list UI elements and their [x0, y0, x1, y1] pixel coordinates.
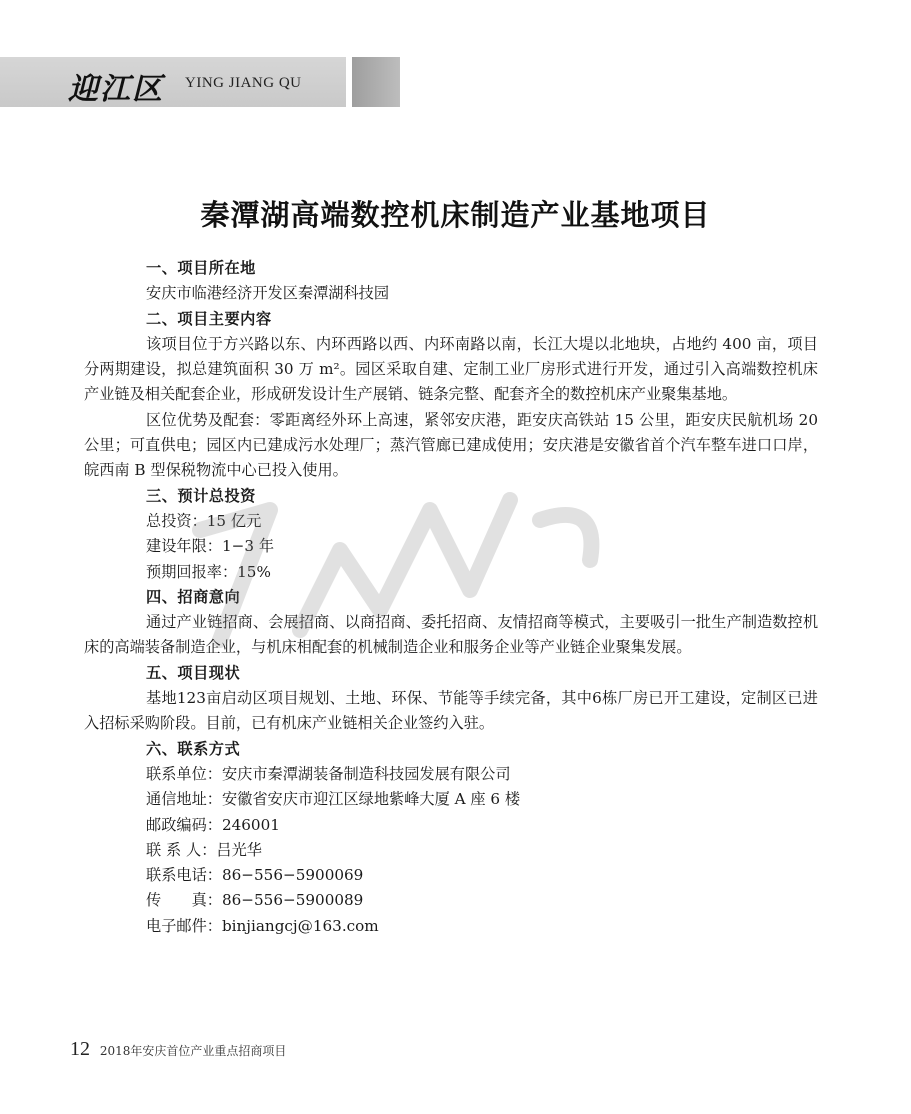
contact-unit: 联系单位：安庆市秦潭湖装备制造科技园发展有限公司 — [146, 764, 511, 783]
page-number: 12 — [70, 1038, 90, 1060]
page-footer — [70, 1038, 286, 1061]
contact-person: 联 系 人：吕光华 — [146, 840, 262, 859]
contact-fax: 传 真：86−556−5900089 — [146, 891, 364, 910]
section-heading-content: 二、项目主要内容 — [146, 309, 272, 328]
document-body — [84, 256, 818, 939]
contact-zip: 邮政编码：246001 — [146, 815, 280, 834]
content-paragraph-2: 区位优势及配套：零距离经外环上高速，紧邻安庆港，距安庆高铁站 15 公里，距安庆民航机场 20 公里；可直供电；园区内已建成污水处理厂；蒸汽管廊已建成使用；安庆港是安徽省首个汽车整车进口口岸，皖西南 B 型保税物流中心已投入使用。 — [84, 410, 818, 480]
content-paragraph-1: 该项目位于方兴路以东、内环西路以西、内环南路以南，长江大堤以北地块，占地约 400 亩，项目分两期建设，拟总建筑面积 30 万 m²。园区采取自建、定制工业厂房形式进行开发，通过引入高端数控机床产业链及相关配套企业，形成研发设计生产展销、链条完整、配套齐全的数控机床产业聚集基地。 — [84, 334, 818, 404]
contact-email: 电子邮件：binjiangcj@163.com — [146, 916, 379, 935]
district-name-cn: 迎江区 — [68, 72, 164, 107]
location-text: 安庆市临港经济开发区秦潭湖科技园 — [146, 284, 389, 303]
section-heading-intent: 四、招商意向 — [146, 587, 241, 606]
status-paragraph: 基地123亩启动区项目规划、土地、环保、节能等手续完备，其中6栋厂房已开工建设，定制区已进入招标采购阶段。目前，已有机床产业链相关企业签约入驻。 — [84, 689, 818, 733]
section-heading-contact: 六、联系方式 — [146, 739, 241, 758]
section-heading-location: 一、项目所在地 — [146, 259, 256, 277]
investment-total: 总投资：15 亿元 — [146, 511, 262, 530]
investment-years: 建设年限：1−3 年 — [146, 537, 275, 556]
contact-phone: 联系电话：86−556−5900069 — [146, 866, 364, 885]
section-heading-investment: 三、预计总投资 — [146, 486, 256, 505]
contact-address: 通信地址：安徽省安庆市迎江区绿地紫峰大厦 A 座 6 楼 — [146, 790, 521, 809]
header-accent — [346, 57, 352, 107]
footer-caption: 2018年安庆首位产业重点招商项目 — [99, 1044, 287, 1058]
district-name-en: YING JIANG QU — [185, 75, 302, 91]
intent-paragraph: 通过产业链招商、会展招商、以商招商、委托招商、友情招商等模式，主要吸引一批生产制造数控机床的高端装备制造企业，与机床相配套的机械制造企业和服务企业等产业链企业聚集发展。 — [84, 613, 818, 657]
section-heading-status: 五、项目现状 — [146, 663, 241, 682]
investment-return: 预期回报率：15% — [146, 562, 271, 581]
page-title: 秦潭湖高端数控机床制造产业基地项目 — [200, 198, 711, 232]
